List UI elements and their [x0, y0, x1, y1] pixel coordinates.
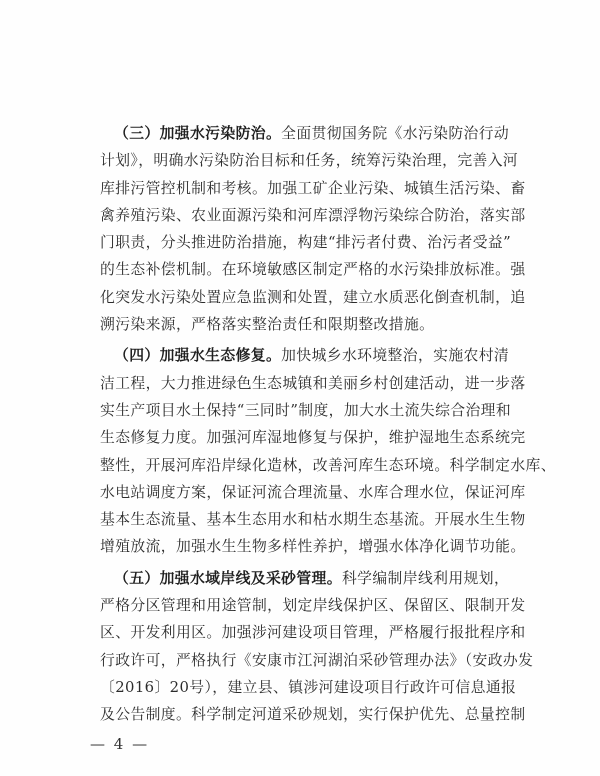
paragraph-line: 生态修复力度。加强河库湿地修复与保护，维护湿地生态系统完: [100, 429, 526, 447]
section-heading: （三）加强水污染防治。: [114, 125, 282, 142]
paragraph-text: 加快城乡水环境整治，实施农村清: [281, 347, 510, 365]
paragraph-line: 及公告制度。科学制定河道采砂规划，实行保护优先、总量控制: [100, 706, 526, 724]
paragraph-line: 计划》，明确水污染防治目标和任务，统筹污染治理，完善入河: [100, 152, 519, 170]
paragraph-line: [100, 565, 530, 592]
paragraph-line: 增殖放流，加强水生生物多样性养护，增强水体净化调节功能。: [100, 538, 526, 556]
paragraph-line: [100, 342, 530, 369]
paragraph-line: 库排污管控机制和考核。加强工矿企业污染、城镇生活污染、畜: [100, 179, 526, 197]
paragraph-line: 门职责，分头推进防治措施，构建“排污者付费、治污者受益”: [100, 234, 512, 252]
paragraph-line: 区、开发利用区。加强涉河建设项目管理，严格履行报批程序和: [100, 624, 526, 642]
section-paragraph-3: [100, 120, 530, 338]
paragraph-line: 整性，开展河库沿岸绿化造林，改善河库生态环境。科学制定水库、: [100, 456, 556, 474]
paragraph-line: 水电站调度方案，保证河流合理流量、水库合理水位，保证河库: [100, 483, 526, 501]
paragraph-line: 的生态补偿机制。在环境敏感区制定严格的水污染排放标准。强: [100, 261, 526, 279]
paragraph-line: 实生产项目水土保持“三同时”制度，加大水土流失综合治理和: [100, 401, 512, 419]
section-paragraph-5: [100, 565, 534, 729]
paragraph-text: 科学编制岸线利用规划，: [341, 569, 510, 587]
paragraph-line: [100, 120, 530, 147]
document-body: [100, 120, 556, 729]
paragraph-line: 化突发水污染处置应急监测和处置，建立水质恶化倒查机制，追: [100, 288, 526, 306]
paragraph-text: 全面贯彻国务院《水污染防治行动: [281, 125, 510, 142]
paragraph-line: 〔2016〕20号），建立县、镇涉河建设项目行政许可信息通报: [100, 678, 517, 696]
paragraph-line: 行政许可，严格执行《安康市江河湖泊采砂管理办法》（安政办发: [100, 651, 534, 669]
paragraph-line: 严格分区管理和用途管制，划定岸线保护区、保留区、限制开发: [100, 597, 526, 615]
paragraph-line: 禽养殖污染、农业面源污染和河库漂浮物污染综合防治，落实部: [100, 206, 526, 224]
section-heading: （五）加强水域岸线及采砂管理。: [114, 569, 342, 587]
page-number: — 4 —: [90, 735, 150, 753]
section-paragraph-4: [100, 342, 556, 560]
paragraph-line: 溯污染来源，严格落实整治责任和限期整改措施。: [100, 316, 435, 334]
section-heading: （四）加强水生态修复。: [114, 347, 282, 365]
paragraph-line: 洁工程，大力推进绿色生态城镇和美丽乡村创建活动，进一步落: [100, 374, 526, 392]
paragraph-line: 基本生态流量、基本生态用水和枯水期生态基流。开展水生生物: [100, 511, 526, 529]
